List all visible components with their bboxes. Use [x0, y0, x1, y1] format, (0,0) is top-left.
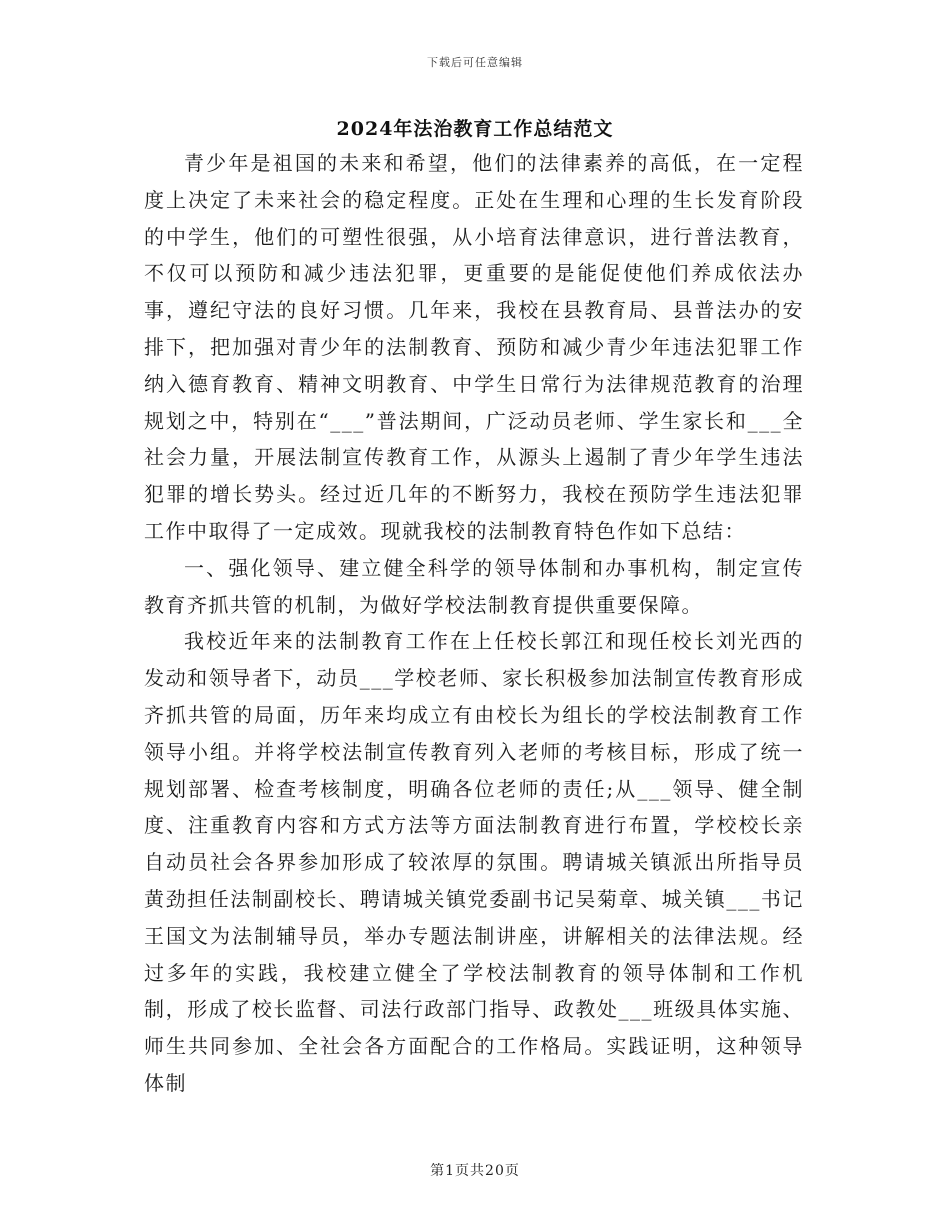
- document-body: [144, 145, 804, 1102]
- paragraph-section-one-body: 我校近年来的法制教育工作在上任校长郭江和现任校长刘光西的发动和领导者下，动员___学校老师、家长积极参加法制宣传教育形成齐抓共管的局面，历年来均成立有由校长为组长的学校法制教育工作领导小组。并将学校法制宣传教育列入老师的考核目标，形成了统一规划部署、检查考核制度，明确各位老师的责任;从___领导、健全制度、注重教育内容和方式方法等方面法制教育进行布置，学校校长亲自动员社会各界参加形成了较浓厚的氛围。聘请城关镇派出所指导员黄劲担任法制副校长、聘请城关镇党委副书记吴菊章、城关镇___书记王国文为法制辅导员，举办专题法制讲座，讲解相关的法律法规。经过多年的实践，我校建立健全了学校法制教育的领导体制和工作机制，形成了校长监督、司法行政部门指导、政教处___班级具体实施、师生共同参加、全社会各方面配合的工作格局。实践证明，这种领导体制: [144, 629, 804, 1095]
- paragraph-intro: 青少年是祖国的未来和希望，他们的法律素养的高低，在一定程度上决定了未来社会的稳定程度。正处在生理和心理的生长发育阶段的中学生，他们的可塑性很强，从小培育法律意识，进行普法教育，不仅可以预防和减少违法犯罪，更重要的是能促使他们养成依法办事，遵纪守法的良好习惯。几年来，我校在县教育局、县普法办的安排下，把加强对青少年的法制教育、预防和减少青少年违法犯罪工作纳入德育教育、精神文明教育、中学生日常行为法律规范教育的治理规划之中，特别在“___”普法期间，广泛动员老师、学生家长和___全社会力量，开展法制宣传教育工作，从源头上遏制了青少年学生违法犯罪的增长势头。经过近几年的不断努力，我校在预防学生违法犯罪工作中取得了一定成效。现就我校的法制教育特色作如下总结：: [144, 151, 804, 543]
- paragraph-section-one-heading: 一、强化领导、建立健全科学的领导体制和办事机构，制定宣传教育齐抓共管的机制，为做好学校法制教育提供重要保障。: [144, 555, 804, 617]
- header-note: 下载后可任意编辑: [427, 56, 523, 69]
- page-footer: 第1页共20页: [430, 1163, 520, 1179]
- document-title: 2024年法治教育工作总结范文: [336, 118, 614, 140]
